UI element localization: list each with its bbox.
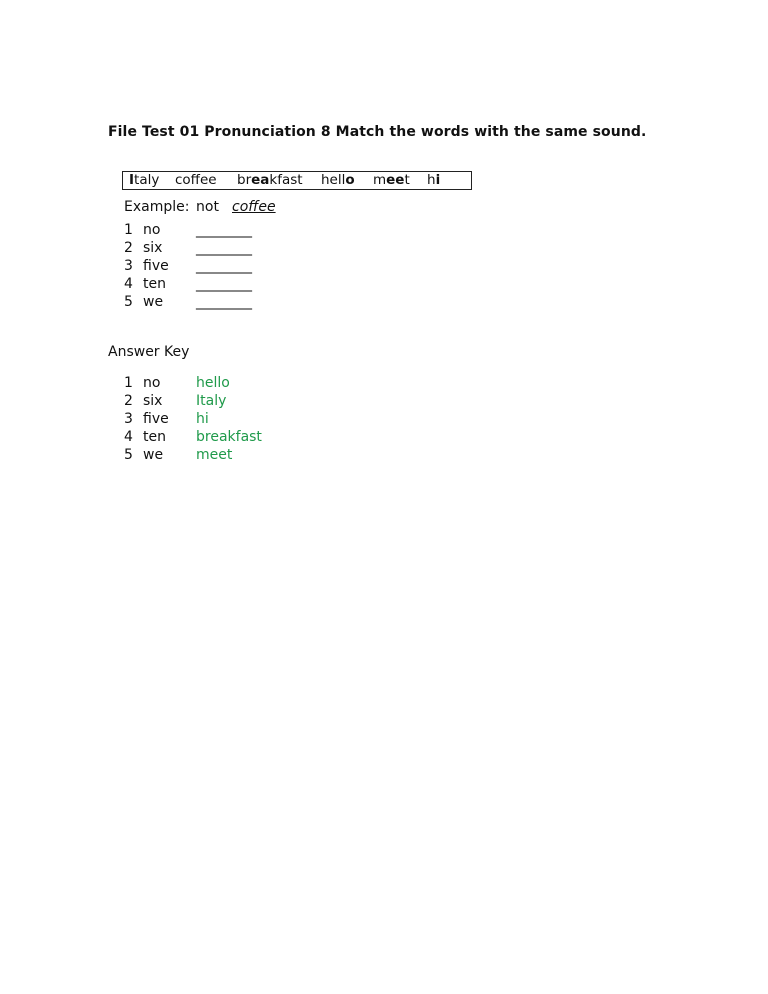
answer-key-word: no xyxy=(143,375,161,391)
answer-key-number: 5 xyxy=(124,447,133,463)
question-word: we xyxy=(143,294,164,310)
answer-key-word: five xyxy=(143,411,169,427)
word-bank-item-hello: hello xyxy=(321,172,355,188)
answer-key-answer: hi xyxy=(196,411,209,427)
example-label: Example: xyxy=(124,199,190,215)
answer-blank[interactable]: ________ xyxy=(196,240,252,256)
word-bank-item-meet: meet xyxy=(373,172,410,188)
answer-key-answer: Italy xyxy=(196,393,227,409)
question-word: ten xyxy=(143,276,166,292)
answer-key-number: 1 xyxy=(124,375,133,391)
word-bank-item-italy: Italy xyxy=(129,172,160,188)
answer-key-number: 4 xyxy=(124,429,133,445)
question-number: 5 xyxy=(124,294,133,310)
answer-key-number: 3 xyxy=(124,411,133,427)
answer-key-word: ten xyxy=(143,429,166,445)
answer-key-answer: breakfast xyxy=(196,429,262,445)
example-answer: coffee xyxy=(232,199,276,215)
word-bank-box xyxy=(122,171,472,190)
answer-blank[interactable]: ________ xyxy=(196,258,252,274)
question-number: 2 xyxy=(124,240,133,256)
question-word: no xyxy=(143,222,161,238)
page-title: File Test 01 Pronunciation 8 Match the words with the same sound. xyxy=(108,124,647,140)
answer-blank[interactable]: ________ xyxy=(196,276,252,292)
answer-key-word: we xyxy=(143,447,164,463)
word-bank-item-coffee: coffee xyxy=(175,172,217,188)
question-number: 3 xyxy=(124,258,133,274)
example-row xyxy=(124,199,276,215)
word-bank-item-breakfast: breakfast xyxy=(237,172,303,188)
question-number: 4 xyxy=(124,276,133,292)
question-word: five xyxy=(143,258,169,274)
question-number: 1 xyxy=(124,222,133,238)
answer-blank[interactable]: ________ xyxy=(196,222,252,238)
example-word: not xyxy=(196,199,219,215)
answer-key-answer: meet xyxy=(196,447,233,463)
answer-key-number: 2 xyxy=(124,393,133,409)
answer-blank[interactable]: ________ xyxy=(196,294,252,310)
answer-key-answer: hello xyxy=(196,375,230,391)
answer-key-heading: Answer Key xyxy=(108,344,190,360)
answer-key-word: six xyxy=(143,393,163,409)
question-word: six xyxy=(143,240,163,256)
word-bank-item-hi: hi xyxy=(427,172,441,188)
